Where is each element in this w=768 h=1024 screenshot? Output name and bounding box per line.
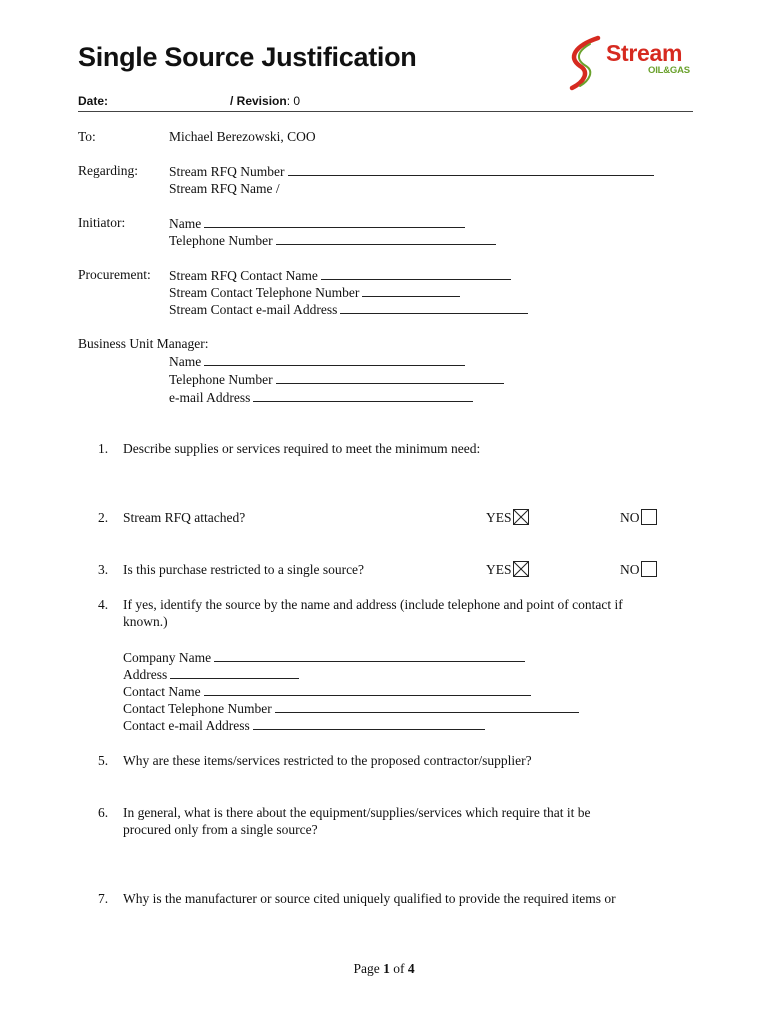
q6-number: 6. bbox=[98, 805, 109, 820]
q4-company-label: Company Name bbox=[123, 650, 212, 665]
regarding-label: Regarding: bbox=[78, 163, 138, 178]
q2-text: Stream RFQ attached? bbox=[123, 510, 246, 525]
footer-page-word: Page bbox=[353, 961, 380, 976]
q6-text-line1: In general, what is there about the equipment/supplies/services which require that it be bbox=[123, 805, 591, 820]
checked-x-icon bbox=[514, 562, 528, 576]
bum-name-blank[interactable] bbox=[204, 352, 465, 366]
procurement-contact-phone-field[interactable] bbox=[169, 283, 460, 301]
footer-of-word: of bbox=[393, 961, 405, 976]
bum-name-field[interactable] bbox=[169, 352, 465, 370]
q4-address-field[interactable] bbox=[123, 665, 299, 683]
to-label: To: bbox=[78, 129, 96, 144]
q4-text-line1: If yes, identify the source by the name and address (include telephone and point of contact if bbox=[123, 597, 623, 612]
q4-contact-label: Contact Name bbox=[123, 684, 201, 699]
q4-company-blank[interactable] bbox=[214, 648, 525, 662]
procurement-contact-phone-blank[interactable] bbox=[362, 283, 460, 297]
procurement-contact-phone-label: Stream Contact Telephone Number bbox=[169, 285, 360, 300]
q4-phone-label: Contact Telephone Number bbox=[123, 701, 272, 716]
bum-phone-label: Telephone Number bbox=[169, 372, 273, 387]
procurement-contact-email-label: Stream Contact e-mail Address bbox=[169, 302, 338, 317]
q1-number: 1. bbox=[98, 441, 109, 456]
initiator-phone-blank[interactable] bbox=[276, 231, 496, 245]
procurement-contact-email-blank[interactable] bbox=[340, 300, 528, 314]
q7-text: Why is the manufacturer or source cited uniquely qualified to provide the required items or bbox=[123, 891, 616, 906]
bum-label: Business Unit Manager: bbox=[78, 336, 209, 351]
bum-phone-field[interactable] bbox=[169, 370, 504, 388]
q3-yes-label: YES bbox=[486, 562, 512, 577]
q3-yes-checkbox[interactable] bbox=[513, 561, 529, 577]
procurement-contact-name-field[interactable] bbox=[169, 266, 511, 284]
q4-contact-blank[interactable] bbox=[204, 682, 531, 696]
initiator-name-label: Name bbox=[169, 216, 202, 231]
q1-text: Describe supplies or services required to meet the minimum need: bbox=[123, 441, 481, 456]
rfq-number-blank[interactable] bbox=[288, 162, 654, 176]
initiator-name-field[interactable] bbox=[169, 214, 465, 232]
rfq-number-label: Stream RFQ Number bbox=[169, 164, 285, 179]
q4-address-blank[interactable] bbox=[170, 665, 299, 679]
q7-number: 7. bbox=[98, 891, 109, 906]
rfq-number-field[interactable] bbox=[169, 162, 654, 180]
bum-email-field[interactable] bbox=[169, 388, 473, 406]
logo-wordmark: Stream bbox=[606, 40, 683, 66]
procurement-contact-name-blank[interactable] bbox=[321, 266, 511, 280]
q5-number: 5. bbox=[98, 753, 109, 768]
rfq-name-field bbox=[169, 180, 280, 197]
q4-phone-blank[interactable] bbox=[275, 699, 579, 713]
q4-contact-field[interactable] bbox=[123, 682, 531, 700]
bum-name-label: Name bbox=[169, 354, 202, 369]
q4-number: 4. bbox=[98, 597, 109, 612]
q4-email-label: Contact e-mail Address bbox=[123, 718, 250, 733]
procurement-contact-email-field[interactable] bbox=[169, 300, 528, 318]
q4-email-field[interactable] bbox=[123, 716, 485, 734]
q2-yes-checkbox[interactable] bbox=[513, 509, 529, 525]
document-title: Single Source Justification bbox=[78, 42, 417, 72]
q2-yes-option[interactable] bbox=[486, 509, 529, 526]
revision-block bbox=[230, 94, 300, 108]
q3-text: Is this purchase restricted to a single source? bbox=[123, 562, 365, 577]
q2-no-option[interactable] bbox=[620, 509, 657, 526]
initiator-phone-label: Telephone Number bbox=[169, 233, 273, 248]
q2-yes-label: YES bbox=[486, 510, 512, 525]
q3-no-label: NO bbox=[620, 562, 640, 577]
rfq-name-label: Stream RFQ Name / bbox=[169, 181, 280, 196]
to-value: Michael Berezowski, COO bbox=[169, 129, 316, 144]
initiator-label: Initiator: bbox=[78, 215, 126, 230]
q3-no-option[interactable] bbox=[620, 561, 657, 578]
q4-email-blank[interactable] bbox=[253, 716, 485, 730]
bum-email-label: e-mail Address bbox=[169, 390, 251, 405]
footer-page-total: 4 bbox=[407, 961, 415, 976]
q2-no-checkbox[interactable] bbox=[641, 509, 657, 525]
q3-number: 3. bbox=[98, 562, 109, 577]
q2-no-label: NO bbox=[620, 510, 640, 525]
q2-number: 2. bbox=[98, 510, 109, 525]
stream-swoosh-icon bbox=[560, 34, 610, 94]
procurement-label: Procurement: bbox=[78, 267, 151, 282]
date-label: Date: bbox=[78, 94, 109, 108]
initiator-phone-field[interactable] bbox=[169, 231, 496, 249]
page-footer bbox=[0, 960, 768, 977]
stream-logo bbox=[560, 34, 700, 94]
procurement-contact-name-label: Stream RFQ Contact Name bbox=[169, 268, 318, 283]
q3-no-checkbox[interactable] bbox=[641, 561, 657, 577]
logo-subtitle: OIL&GAS bbox=[648, 65, 690, 76]
q4-text-line2: known.) bbox=[123, 614, 168, 629]
date-revision-line bbox=[78, 94, 693, 112]
revision-label: / Revision bbox=[230, 94, 287, 108]
q5-text: Why are these items/services restricted to the proposed contractor/supplier? bbox=[123, 753, 532, 768]
footer-page-number: 1 bbox=[383, 961, 390, 976]
checked-x-icon bbox=[514, 510, 528, 524]
bum-email-blank[interactable] bbox=[253, 388, 473, 402]
revision-value: : 0 bbox=[286, 94, 301, 108]
q3-yes-option[interactable] bbox=[486, 561, 529, 578]
q6-text-line2: procured only from a single source? bbox=[123, 822, 318, 837]
q4-phone-field[interactable] bbox=[123, 699, 579, 717]
q4-company-field[interactable] bbox=[123, 648, 525, 666]
bum-phone-blank[interactable] bbox=[276, 370, 504, 384]
q4-address-label: Address bbox=[123, 667, 168, 682]
initiator-name-blank[interactable] bbox=[204, 214, 465, 228]
